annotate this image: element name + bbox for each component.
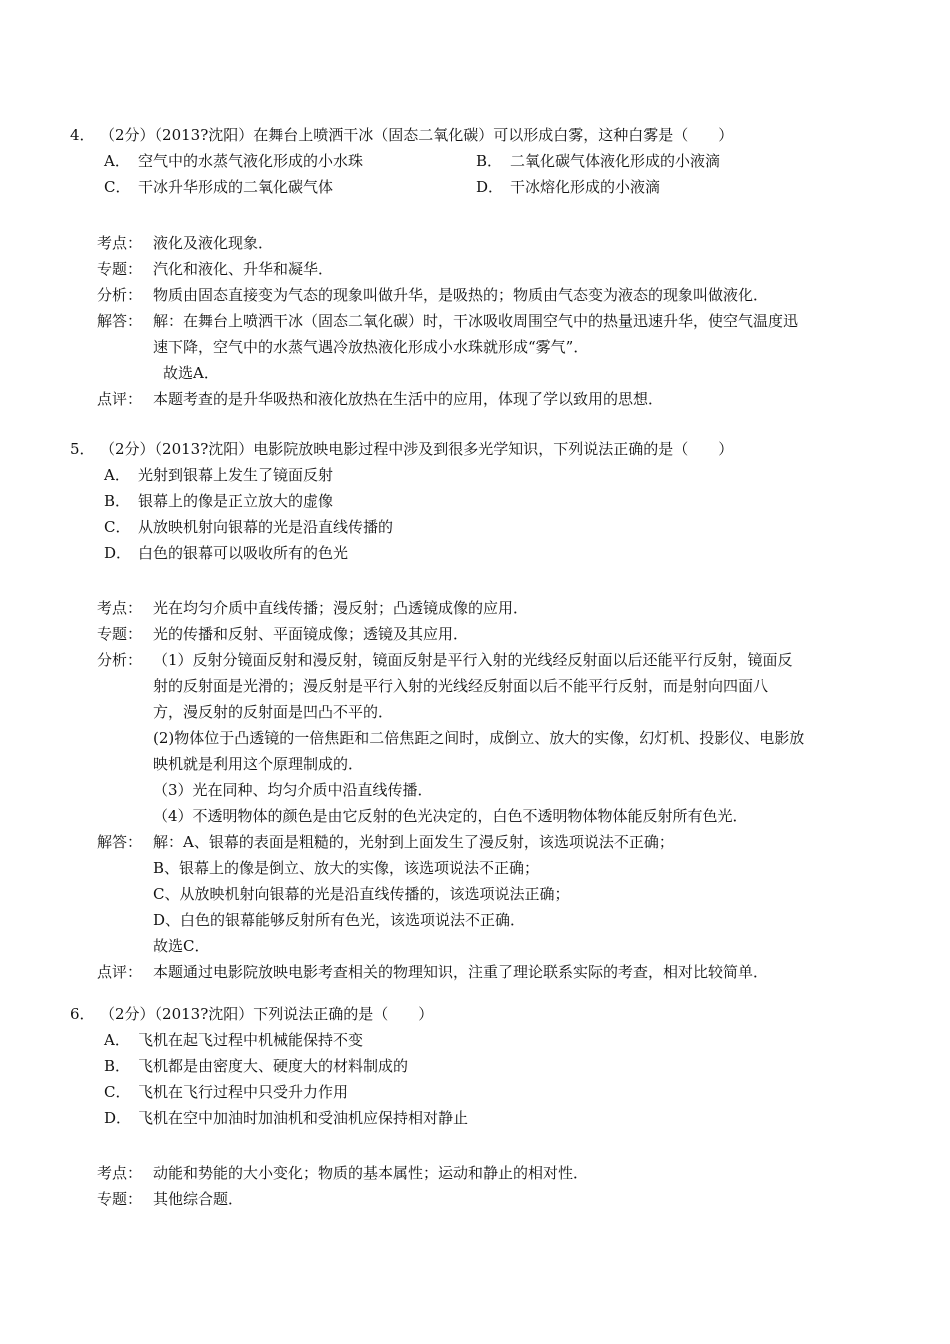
label-kaodian: 考点： bbox=[97, 1164, 143, 1182]
question-5 bbox=[70, 436, 733, 566]
label-kaodian: 考点： bbox=[97, 599, 143, 617]
option-b: B． 银幕上的像是正立放大的虚像 bbox=[104, 492, 334, 510]
option-c: C． 从放映机射向银幕的光是沿直线传播的 bbox=[104, 518, 394, 536]
option-c: C． 飞机在飞行过程中只受升力作用 bbox=[104, 1083, 349, 1101]
analysis-fenxi: 分析： 物质由固态直接变为气态的现象叫做升华，是吸热的；物质由气态变为液态的现象叫做液化． bbox=[97, 282, 857, 308]
label-dianping: 点评： bbox=[97, 963, 143, 981]
analysis-zhuanti: 专题： 汽化和液化、升华和凝华． bbox=[97, 256, 857, 282]
option-c: C． 干冰升华形成的二氧化碳气体 bbox=[104, 178, 334, 196]
question-4 bbox=[70, 122, 848, 200]
analysis-kaodian: 考点： 光在均匀介质中直线传播；漫反射；凸透镜成像的应用． bbox=[97, 595, 857, 621]
question-number: 6． bbox=[70, 1005, 95, 1023]
option-a: A． 光射到银幕上发生了镜面反射 bbox=[104, 466, 334, 484]
label-zhuanti: 专题： bbox=[97, 1190, 143, 1208]
analysis-zhuanti: 专题： 其他综合题． bbox=[97, 1186, 857, 1212]
option-a: A． 空气中的水蒸气液化形成的小水珠 bbox=[104, 152, 364, 170]
label-fenxi: 分析： bbox=[97, 651, 143, 669]
analysis-dianping: 点评： 本题通过电影院放映电影考查相关的物理知识，注重了理论联系实际的考查，相对比较简单． bbox=[97, 959, 857, 985]
option-d: D． 白色的银幕可以吸收所有的色光 bbox=[104, 544, 349, 562]
question-number: 4． bbox=[70, 126, 95, 144]
label-dianping: 点评： bbox=[97, 390, 143, 408]
analysis-zhuanti: 专题： 光的传播和反射、平面镜成像；透镜及其应用． bbox=[97, 621, 857, 647]
label-kaodian: 考点： bbox=[97, 234, 143, 252]
analysis-jieda: 解答： 解：在舞台上喷洒干冰（固态二氧化碳）时，干冰吸收周围空气中的热量迅速升华，使空气温度迅 速下降，空气中的水蒸气遇冷放热液化形成小水珠就形成“雾气”． 故选A． bbox=[97, 308, 857, 386]
analysis-5 bbox=[97, 595, 857, 985]
analysis-dianping: 点评： 本题考查的是升华吸热和液化放热在生活中的应用，体现了学以致用的思想． bbox=[97, 386, 857, 412]
option-d: D． 干冰熔化形成的小液滴 bbox=[476, 178, 661, 196]
question-number: 5． bbox=[70, 440, 95, 458]
option-b: B． 飞机都是由密度大、硬度大的材料制成的 bbox=[104, 1057, 409, 1075]
analysis-kaodian: 考点： 动能和势能的大小变化；物质的基本属性；运动和静止的相对性． bbox=[97, 1160, 857, 1186]
option-grid bbox=[104, 148, 848, 200]
question-stem bbox=[70, 436, 733, 462]
label-fenxi: 分析： bbox=[97, 286, 143, 304]
label-zhuanti: 专题： bbox=[97, 260, 143, 278]
option-d: D． 飞机在空中加油时加油机和受油机应保持相对静止 bbox=[104, 1109, 469, 1127]
question-text: （2分）（2013?沈阳）在舞台上喷洒干冰（固态二氧化碳）可以形成白雾，这种白雾是（ ） bbox=[100, 126, 734, 144]
analysis-kaodian: 考点： 液化及液化现象． bbox=[97, 230, 857, 256]
analysis-6 bbox=[97, 1160, 857, 1212]
question-text: （2分）（2013?沈阳）电影院放映电影过程中涉及到很多光学知识，下列说法正确的是（ ） bbox=[100, 440, 734, 458]
analysis-jieda: 解答： 解：A、银幕的表面是粗糙的，光射到上面发生了漫反射，该选项说法不正确； B、银幕上的像是倒立、放大的实像，该选项说法不正确； C、从放映机射向银幕的光是沿直线传播的，该选项说法正确； D、白色的银幕能够反射所有色光，该选项说法不正确． 故选C． bbox=[97, 829, 857, 959]
label-jieda: 解答： bbox=[97, 833, 143, 851]
question-stem bbox=[70, 122, 848, 148]
label-jieda: 解答： bbox=[97, 312, 143, 330]
analysis-4 bbox=[97, 230, 857, 412]
label-zhuanti: 专题： bbox=[97, 625, 143, 643]
question-stem bbox=[70, 1001, 468, 1027]
question-text: （2分）（2013?沈阳）下列说法正确的是（ ） bbox=[100, 1005, 434, 1023]
option-b: B． 二氧化碳气体液化形成的小液滴 bbox=[476, 152, 721, 170]
analysis-fenxi: 分析： （1）反射分镜面反射和漫反射，镜面反射是平行入射的光线经反射面以后还能平行反射，镜面反 射的反射面是光滑的；漫反射是平行入射的光线经反射面以后不能平行反射，而是射向四面八 方，漫反射的反射面是凹凸不平的． (2)物体位于凸透镜的一倍焦距和二倍焦距之间时，成倒立、放大的实像，幻灯机、投影仪、电影放 映机就是利用这个原理制成的． （3）光在同种、均匀介质中沿直线传播． （4）不透明物体的颜色是由它反射的色光决定的，白色不透明物体物体能反射所有色光． bbox=[97, 647, 857, 829]
question-6 bbox=[70, 1001, 468, 1131]
option-a: A． 飞机在起飞过程中机械能保持不变 bbox=[104, 1031, 364, 1049]
